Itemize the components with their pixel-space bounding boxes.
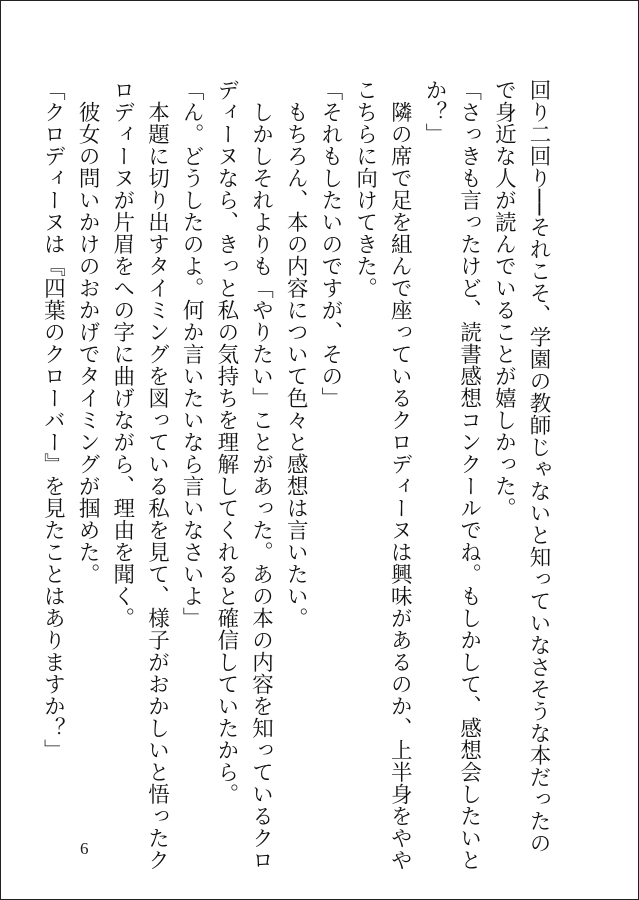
- text-line: か？」: [421, 79, 447, 145]
- text-line: しかしそれよりも「やりたい」ことがあった。あの本の内容を知っているクロ: [248, 79, 274, 871]
- vertical-text-block: [40, 79, 551, 871]
- text-line: こちらに向けてきた。: [352, 79, 378, 299]
- text-line: 本題に切り出すタイミングを図っている私を見て、様子がおかしいと悟ったク: [144, 79, 170, 871]
- text-line: 彼女の問いかけのおかげでタイミングが掴めた。: [75, 79, 101, 585]
- text-line: 隣の席で足を組んで座っているクロディーヌは興味があるのか、上半身をやや: [387, 79, 413, 871]
- text-line: ロディーヌが片眉をへの字に曲げながら、理由を聞く。: [109, 79, 135, 629]
- text-line: 「さっきも言ったけど、読書感想コンクールでね。もしかして、感想会したいと: [456, 79, 482, 871]
- page-number: 6: [80, 839, 89, 858]
- text-line: 回り二回り──それこそ、学園の教師じゃないと知っていなさそうな本だったの: [526, 79, 551, 854]
- text-line: で身近な人が読んでいることが嬉しかった。: [491, 79, 517, 519]
- text-line: ディーヌなら、きっと私の気持ちを理解してくれると確信していたから。: [213, 79, 239, 805]
- text-line: もちろん、本の内容について色々と感想は言いたい。: [283, 79, 309, 629]
- text-line: 「それもしたいのですが、その」: [317, 79, 343, 409]
- text-line: 「ん。どうしたのよ。何か言いたいなら言いなさいよ」: [179, 79, 205, 629]
- text-line: 「クロディーヌは『四葉のクローバー』を見たことはありますか？」: [40, 79, 66, 761]
